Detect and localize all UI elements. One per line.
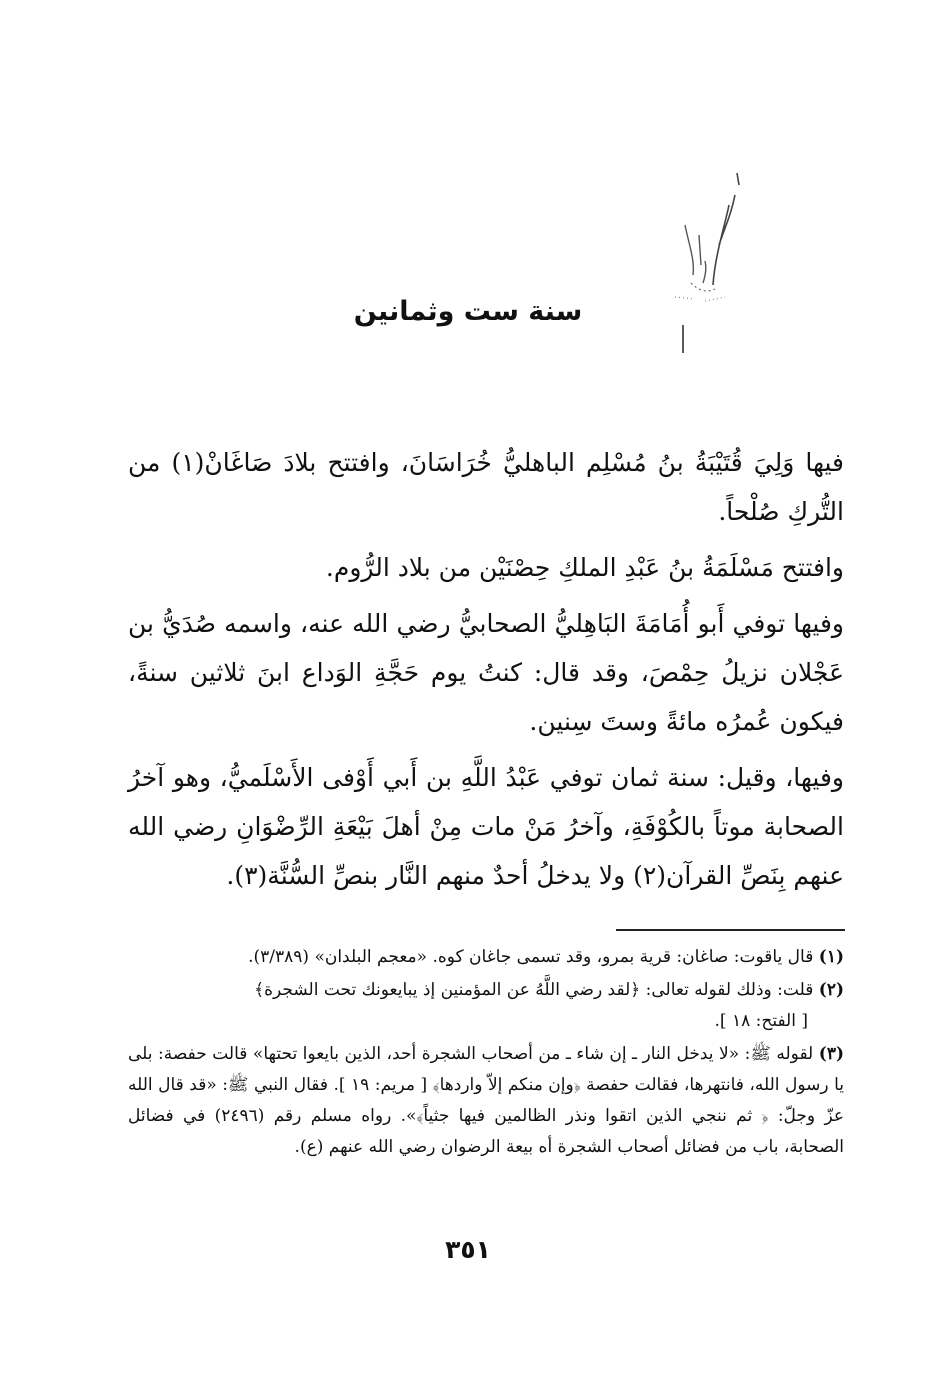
paragraph: فيها وَلِيَ قُتَيْبَةُ بنُ مُسْلِم الباهليُّ خُرَاسَانَ، وافتتح بلادَ صَاغَانْ(١) من التُّركِ صُلْحاً. bbox=[128, 448, 844, 526]
footnote-text: لقوله ﷺ: «لا يدخل النار ـ إن شاء ـ من أصحاب الشجرة أحد، الذين بايعوا تحتها» قالت حفصة: بلى يا رسول الله، فانتهرها، فقالت حفصة ﴿وإن منكم إلاّ واردها﴾ [ مريم: ١٩ ]. فقال النبي ﷺ: «قد قال الله عزّ وجلّ: ﴿ ثم ننجي الذين اتقوا ونذر الظالمين فيها جثياً﴾». رواه مسلم رقم (٢٤٩٦) في فضائل الصحابة، باب من فضائل أصحاب الشجرة أه بيعة الرضوان رضي الله عنهم (ع). bbox=[128, 1044, 844, 1157]
footnote-number: (٣) bbox=[818, 1044, 844, 1064]
footnote-text: قلت: وذلك لقوله تعالى: ﴿لقد رضي اللَّهُ عن المؤمنين إذ يبايعونك تحت الشجرة﴾ bbox=[254, 980, 814, 1000]
footnote-citation: [ الفتح: ١٨ ]. bbox=[714, 1011, 808, 1031]
page-number: ٣٥١ bbox=[445, 1235, 491, 1264]
chapter-title: سنة ست وثمانين bbox=[353, 296, 583, 327]
footnote-number: (٢) bbox=[818, 980, 844, 1000]
footnote-text: قال ياقوت: صاغان: قرية بمرو، وقد تسمى جاغان كوه. «معجم البلدان» (٣/٣٨٩). bbox=[248, 947, 814, 967]
paragraph: وافتتح مَسْلَمَةُ بنُ عَبْدِ الملكِ حِصْنَيْن من بلاد الرُّوم. bbox=[325, 553, 844, 582]
paragraph: وفيها، وقيل: سنة ثمان توفي عَبْدُ اللَّهِ بن أَبي أَوْفى الأَسْلَميُّ، وهو آخرُ الصحابة موتاً بالكُوْفَةِ، وآخرُ مَنْ مات مِنْ أهلَ بَيْعَةِ الرِّضْوَانِ رضي الله عنهم بِنَصِّ القرآن(٢) ولا يدخلُ أحدٌ منهم النَّار بنصِّ السُّنَّة(٣). bbox=[128, 763, 844, 890]
footnote-number: (١) bbox=[818, 947, 844, 967]
main-text bbox=[128, 438, 844, 907]
footnotes bbox=[128, 942, 844, 1165]
footnote bbox=[128, 942, 844, 973]
footnote bbox=[128, 975, 844, 1037]
paragraph: وفيها توفي أَبو أُمَامَةَ البَاهِليُّ الصحابيُّ رضي الله عنه، واسمه صُدَيُّ بن عَجْلان نزيلُ حِمْصَ، وقد قال: كنتُ يوم حَجَّةِ الوَداع ابنَ ثلاثين سنةً، فيكون عُمرُه مائةً وستَ سِنين. bbox=[128, 609, 844, 736]
footnote bbox=[128, 1039, 844, 1163]
footnote-divider bbox=[616, 929, 845, 931]
